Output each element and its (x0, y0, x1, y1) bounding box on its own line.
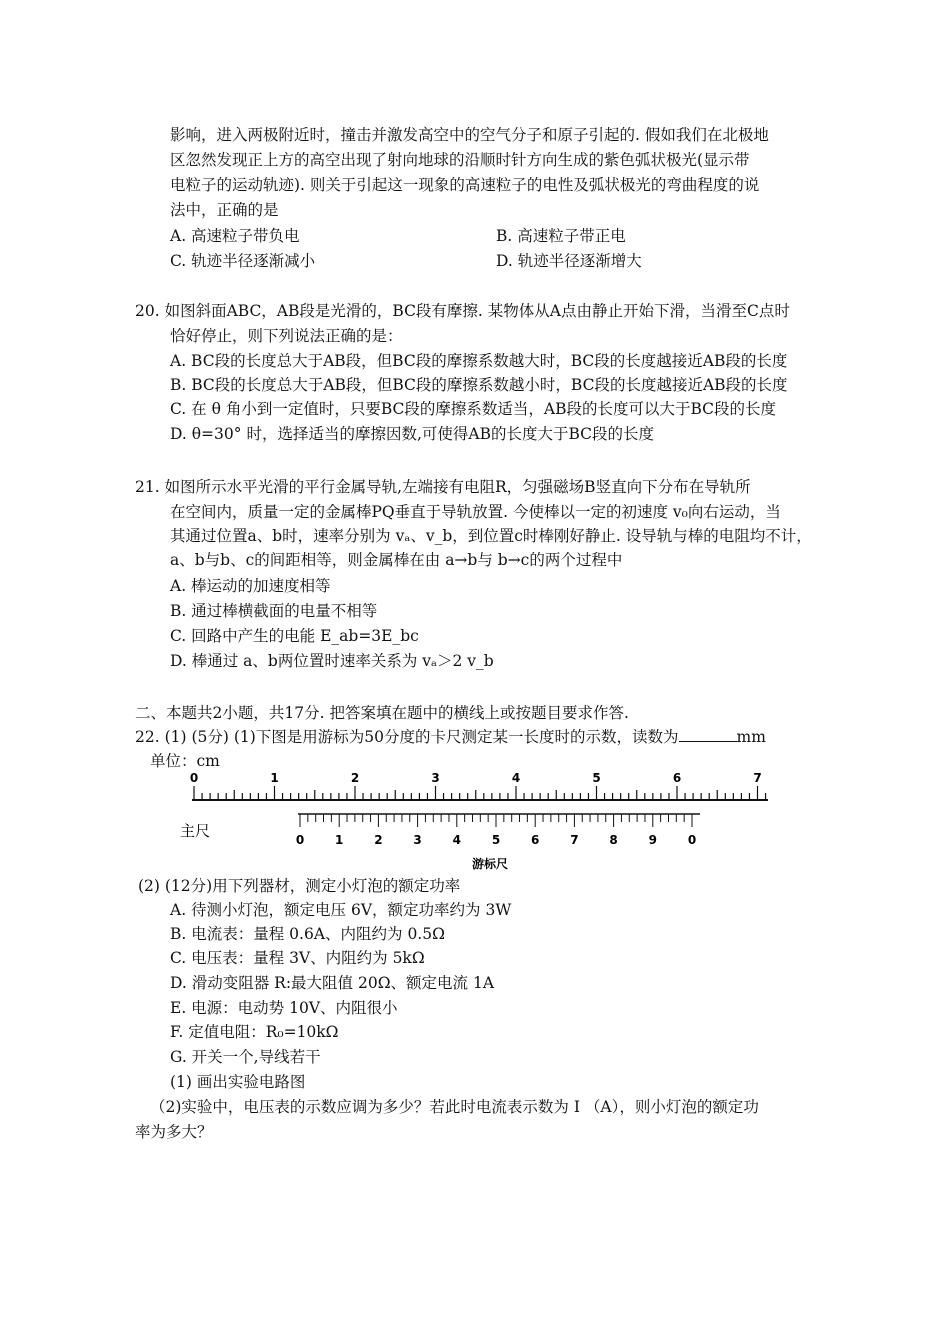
vernier-scale-number: 9 (648, 833, 657, 847)
q20-option-a: A. BC段的长度总大于AB段，但BC段的摩擦系数越大时，BC段的长度越接近AB段的长度 (170, 352, 788, 370)
q19-line-2: 区忽然发现正上方的高空出现了射向地球的沿顺时针方向生成的紫色弧状极光(显示带 (170, 151, 750, 169)
q21-stem-line-4: a、b与b、c的间距相等，则金属棒在由 a→b与 b→c的两个过程中 (170, 551, 623, 569)
q21-stem-line-1: 21. 如图所示水平光滑的平行金属导轨,左端接有电阻R，匀强磁场B竖直向下分布在导轨所 (135, 478, 751, 496)
vernier-scale-number: 5 (491, 833, 501, 847)
main-scale-number: 5 (592, 772, 601, 785)
vernier-scale-number: 0 (687, 833, 697, 847)
q21-stem-line-3: 其通过位置a、b时，速率分别为 vₐ、v_b，到位置c时棒刚好静止. 设导轨与棒的电阻均不计， (170, 527, 812, 545)
equipment-item-g: G. 开关一个,导线若干 (170, 1048, 321, 1066)
q19-line-1: 影响，进入两极附近时，撞击并激发高空中的空气分子和原子引起的. 假如我们在北极地 (170, 126, 769, 144)
q21-stem-line-2: 在空间内，质量一定的金属棒PQ垂直于导轨放置. 今使棒以一定的初速度 v₀向右运动，当 (170, 503, 781, 521)
q19-option-c: C. 轨迹半径逐渐减小 (170, 252, 316, 270)
q21-option-d: D. 棒通过 a、b两位置时速率关系为 vₐ＞2 v_b (170, 652, 494, 670)
vernier-scale-ticks (300, 814, 692, 827)
q19-option-b: B. 高速粒子带正电 (496, 227, 626, 245)
section-2-heading: 二、本题共2小题，共17分. 把答案填在题中的横线上或按题目要求作答. (135, 704, 629, 722)
main-scale-number: 7 (753, 772, 762, 785)
q22-sub-question-1: (1) 画出实验电路图 (170, 1073, 306, 1091)
q20-stem-line-2: 恰好停止，则下列说法正确的是： (170, 327, 403, 345)
vernier-caliper-figure (180, 772, 780, 872)
main-scale-number: 0 (189, 772, 199, 785)
main-scale-numbers (190, 772, 762, 785)
equipment-item-d: D. 滑动变阻器 R:最大阻值 20Ω、额定电流 1A (170, 974, 495, 992)
equipment-item-e: E. 电源：电动势 10V、内阻很小 (170, 999, 398, 1017)
vernier-scale-number: 1 (335, 833, 344, 847)
q20-option-c: C. 在 θ 角小到一定值时，只要BC段的摩擦系数适当，AB段的长度可以大于BC段的长度 (170, 400, 777, 418)
vernier-scale-number: 7 (570, 833, 579, 847)
main-scale-number: 2 (350, 772, 360, 785)
equipment-item-a: A. 待测小灯泡，额定电压 6V，额定功率约为 3W (170, 901, 512, 919)
main-scale-number: 1 (270, 772, 279, 785)
vernier-scale-label: 游标尺 (472, 857, 509, 871)
q22-sub-question-2-line-1: （2)实验中，电压表的示数应调为多少？若此时电流表示数为 I （A），则小灯泡的额定功 (150, 1098, 759, 1116)
q19-option-d: D. 轨迹半径逐渐增大 (496, 252, 642, 270)
answer-blank[interactable] (679, 727, 737, 742)
q20-option-b: B. BC段的长度总大于AB段，但BC段的摩擦系数越小时，BC段的长度越接近AB段的长度 (170, 376, 788, 394)
q21-option-c: C. 回路中产生的电能 E_ab=3E_bc (170, 627, 419, 645)
vernier-scale-numbers (296, 833, 696, 847)
q19-line-3: 电粒子的运动轨迹). 则关于引起这一现象的高速粒子的电性及弧状极光的弯曲程度的说 (170, 176, 760, 194)
q22-sub-question-2-line-2: 率为多大？ (135, 1123, 213, 1141)
main-scale-ticks (194, 786, 766, 800)
vernier-scale-number: 3 (413, 833, 422, 847)
vernier-scale-number: 4 (452, 833, 461, 847)
q21-option-a: A. 棒运动的加速度相等 (170, 577, 331, 595)
q22-unit-label: 单位：cm (150, 752, 220, 770)
equipment-item-f: F. 定值电阻：R₀=10kΩ (170, 1023, 339, 1041)
q20-stem-line-1: 20. 如图斜面ABC，AB段是光滑的，BC段有摩擦. 某物体从A点由静止开始下滑，当滑至C点时 (135, 302, 790, 320)
main-scale-number: 4 (511, 772, 521, 785)
main-scale-number: 6 (672, 772, 682, 785)
q20-option-d: D. θ=30° 时，选择适当的摩擦因数,可使得AB的长度大于BC段的长度 (170, 425, 654, 443)
vernier-scale-number: 8 (609, 833, 618, 847)
q22-part2-title: (2) (12分)用下列器材，测定小灯泡的额定功率 (138, 877, 461, 895)
equipment-item-c: C. 电压表：量程 3V、内阻约为 5kΩ (170, 949, 425, 967)
main-scale-number: 3 (431, 772, 440, 785)
q22-line-1 (135, 727, 766, 747)
q22-unit-mm: mm (736, 728, 766, 746)
q19-option-a: A. 高速粒子带负电 (170, 227, 300, 245)
vernier-scale-number: 6 (531, 833, 540, 847)
vernier-scale-number: 0 (295, 833, 305, 847)
main-scale-label: 主尺 (180, 822, 211, 840)
equipment-item-b: B. 电流表：量程 0.6A、内阻约为 0.5Ω (170, 925, 445, 943)
q22-line-1-text: 22. (1) (5分) (1)下图是用游标为50分度的卡尺测定某一长度时的示数，读数为 (135, 728, 679, 746)
q19-line-4: 法中，正确的是 (170, 201, 279, 219)
q21-option-b: B. 通过棒横截面的电量不相等 (170, 602, 378, 620)
vernier-scale-number: 2 (374, 833, 383, 847)
